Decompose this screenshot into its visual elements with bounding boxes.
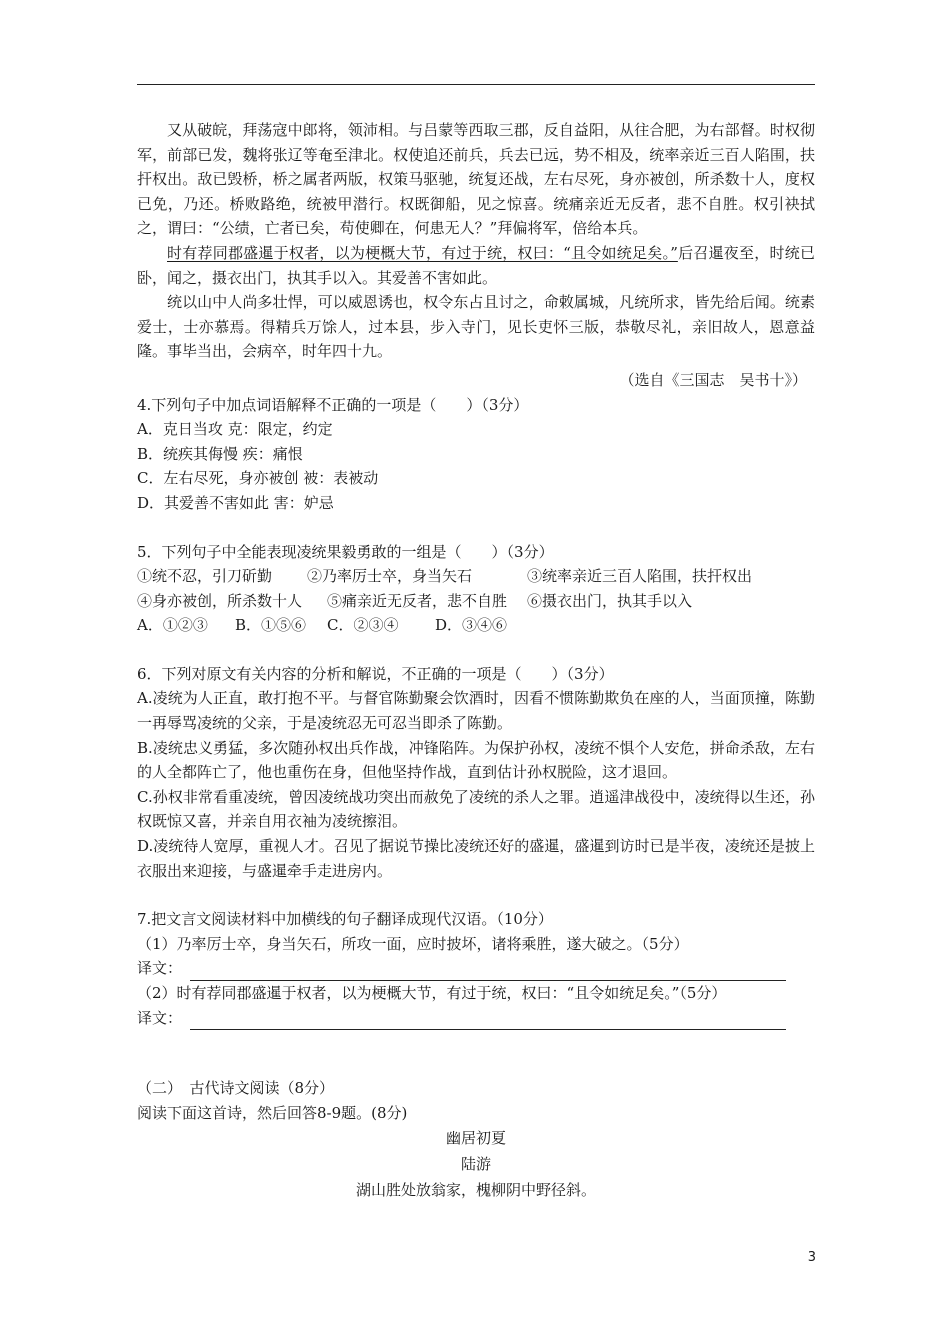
q5-item-1: ①统不忍，引刀斫勤 (137, 567, 273, 586)
q6-option-a: A.凌统为人正直，敢打抱不平。与督官陈勤聚会饮酒时，因看不惯陈勤欺负在座的人，当面顶撞，陈勤一再辱骂凌统的父亲，于是凌统忍无可忍当即杀了陈勤。 (137, 689, 815, 733)
q5-items-row-2 (137, 589, 815, 614)
q5-stem: 5．下列句子中全能表现凌统果毅勇敢的一组是（ ）（3分） (137, 542, 554, 561)
q6-option-c: C.孙权非常看重凌统，曾因凌统战功突出而赦免了凌统的杀人之罪。逍遥津战役中，凌统得以生还，孙权既惊又喜，并亲自用衣袖为凌统擦泪。 (137, 787, 815, 831)
passage-paragraph-1: 又从破皖，拜荡寇中郎将，领沛相。与吕蒙等西取三郡，反自益阳，从往合肥，为右部督。时权彻军，前部已发，魏将张辽等奄至津北。权使追还前兵，兵去已远，势不相及，统率亲近三百人陷围，扶扞权出。敌已毁桥，桥之属者两版，权策马驱驰，统复还战，左右尽死，身亦被创，所杀数十人，度权已免，乃还。桥败路绝，统被甲潜行。权既御船，见之惊喜。统痛亲近无反者，悲不自胜。权引袂拭之，谓曰：“公绩，亡者已矣，苟使卿在，何患无人？”拜偏将军，倍给本兵。 (137, 121, 815, 238)
header-rule (137, 84, 815, 85)
q5-option-c: C．②③④ (327, 616, 399, 635)
q5-option-a: A．①②③ (137, 616, 208, 635)
poem-author: 陆游 (460, 1155, 491, 1174)
answer-line-2[interactable] (190, 1011, 786, 1030)
q6-stem: 6．下列对原文有关内容的分析和解说，不正确的一项是（ ）（3分） (137, 664, 614, 683)
q7-sentence-1: （1）乃率厉士卒，身当矢石，所攻一面，应时披坏，诸将乘胜，遂大破之。（5分） (137, 934, 689, 953)
q6-option-d: D.凌统待人宽厚，重视人才。召见了据说节操比凌统还好的盛暹，盛暹到访时已是半夜，凌统还是披上衣服出来迎接，与盛暹牵手走进房内。 (137, 837, 815, 880)
q4-option-c: C．左右尽死，身亦被创 被：表被动 (137, 469, 379, 488)
q5-item-5: ⑤痛亲近无反者，悲不自胜 (327, 591, 508, 610)
passage-paragraph-3: 统以山中人尚多壮悍，可以威恩诱也，权令东占且讨之，命敕属城，凡统所求，皆先给后闻。统素爱士，士亦慕焉。得精兵万馀人，过本县，步入寺门，见长吏怀三版，恭敬尽礼，亲旧故人，恩意益隆。事毕当出，会病卒，时年四十九。 (137, 293, 815, 361)
q5-item-2: ②乃率厉士卒，身当矢石 (307, 567, 473, 586)
page-number: 3 (807, 1250, 816, 1265)
q4-option-a: A．克日当攻 克：限定，约定 (137, 420, 333, 439)
poem-line-1: 湖山胜处放翁家，槐柳阴中野径斜。 (355, 1181, 596, 1200)
q4-option-b: B．统疾其侮慢 疾：痛恨 (137, 444, 303, 463)
answer-label-2: 译文： (137, 1008, 183, 1027)
document-body (137, 118, 815, 1203)
answer-line-1[interactable] (190, 962, 786, 981)
answer-label-1: 译文： (137, 959, 183, 978)
q5-option-d: D．③④⑥ (435, 616, 508, 635)
passage-paragraph-2-rest: 后召暹夜至，时统已卧，闻之，摄衣出门，执其手以入。其爱善不害如此。 (137, 243, 815, 287)
poetry-intro: 阅读下面这首诗，然后回答8-9题。(8分) (137, 1103, 408, 1122)
poetry-section-heading: （二） 古代诗文阅读（8分） (137, 1079, 335, 1098)
q4-stem: 4.下列句子中加点词语解释不正确的一项是（ ）（3分） (137, 395, 529, 414)
q7-sentence-2: （2）时有荐同郡盛暹于权者，以为梗概大节，有过于统，权曰：“且令如统足矣。”（5分） (137, 984, 727, 1002)
q5-items-row-1 (137, 564, 815, 589)
q5-options (137, 613, 815, 638)
poem-title: 幽居初夏 (445, 1129, 506, 1148)
q5-item-4: ④身亦被创，所杀数十人 (137, 591, 303, 610)
passage-source: （选自《三国志 吴书十》） (619, 370, 807, 389)
q4-option-d: D．其爱善不害如此 害：妒忌 (137, 493, 334, 512)
q5-item-3: ③统率亲近三百人陷围，扶扞权出 (527, 567, 753, 586)
q5-option-b: B．①⑤⑥ (235, 616, 307, 635)
passage-paragraph-2 (137, 241, 815, 290)
q7-answer-2 (137, 1006, 815, 1031)
q7-stem: 7.把文言文阅读材料中加横线的句子翻译成现代汉语。（10分） (137, 910, 553, 929)
q6-option-b: B.凌统忠义勇猛，多次随孙权出兵作战，冲锋陷阵。为保护孙权，凌统不惧个人安危，拼命杀敌，左右的人全都阵亡了，他也重伤在身，但他坚持作战，直到估计孙权脱险，这才退回。 (137, 738, 815, 782)
underlined-sentence: 时有荐同郡盛暹于权者，以为梗概大节，有过于统，权曰：“且令如统足矣。” (167, 243, 678, 262)
q7-answer-1 (137, 956, 815, 981)
q5-item-6: ⑥摄衣出门，执其手以入 (527, 591, 693, 610)
